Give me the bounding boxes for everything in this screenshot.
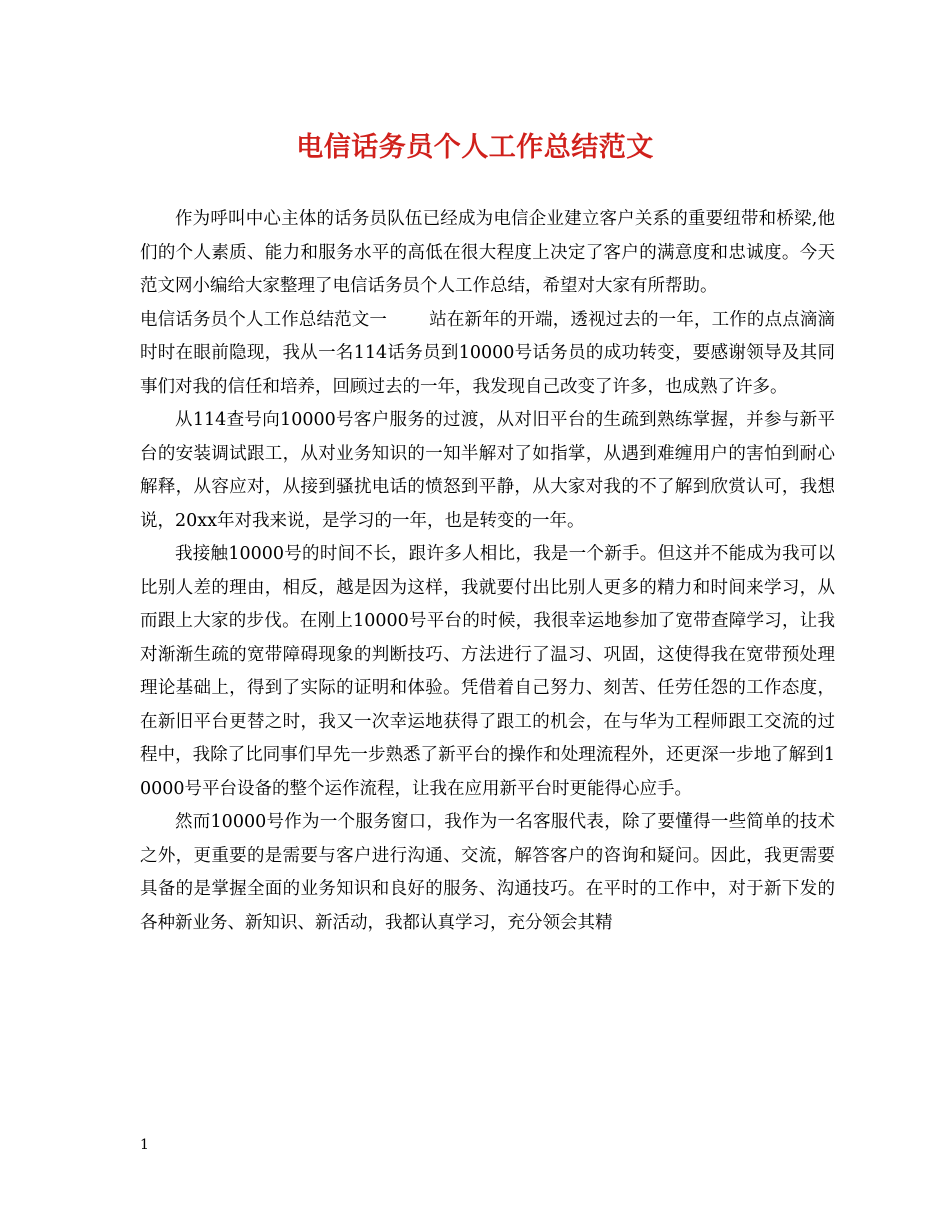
page-number: 1 xyxy=(140,1137,149,1153)
paragraph-service: 然而10000号作为一个服务窗口，我作为一名客服代表，除了要懂得一些简单的技术之外，更重要的是需要与客户进行沟通、交流，解答客户的咨询和疑问。因此，我更需要具备的是掌握全面的业务知识和良好的服务、沟通技巧。在平时的工作中，对于新下发的各种新业务、新知识、新活动，我都认真学习，充分领会其精 xyxy=(140,812,835,933)
paragraph-section-one xyxy=(140,304,835,405)
section-heading: 电信话务员个人工作总结范文一 xyxy=(140,309,388,330)
document-body xyxy=(140,203,835,940)
paragraph-intro: 作为呼叫中心主体的话务员队伍已经成为电信企业建立客户关系的重要纽带和桥梁,他们的个人素质、能力和服务水平的高低在很大程度上决定了客户的满意度和忠诚度。今天范文网小编给大家整理了电信话务员个人工作总结，希望对大家有所帮助。 xyxy=(140,209,835,296)
paragraph-transition: 从114查号向10000号客户服务的过渡，从对旧平台的生疏到熟练掌握，并参与新平台的安装调试跟工，从对业务知识的一知半解对了如指掌，从遇到难缠用户的害怕到耐心解释，从容应对，从接到骚扰电话的愤怒到平静，从大家对我的不了解到欣赏认可，我想说，20xx年对我来说，是学习的一年，也是转变的一年。 xyxy=(140,410,835,531)
section-one-text: 站在新年的开端，透视过去的一年，工作的点点滴滴时时在眼前隐现，我从一名114话务员到10000号话务员的成功转变，要感谢领导及其同事们对我的信任和培养，回顾过去的一年，我发现自己改变了许多，也成熟了许多。 xyxy=(140,309,836,397)
paragraph-learning: 我接触10000号的时间不长，跟许多人相比，我是一个新手。但这并不能成为我可以比别人差的理由，相反，越是因为这样，我就要付出比别人更多的精力和时间来学习，从而跟上大家的步伐。在刚上10000号平台的时候，我很幸运地参加了宽带查障学习，让我对渐渐生疏的宽带障碍现象的判断技巧、方法进行了温习、巩固，这使得我在宽带预处理理论基础上，得到了实际的证明和体验。凭借着自己努力、刻苦、任劳任怨的工作态度，在新旧平台更替之时，我又一次幸运地获得了跟工的机会，在与华为工程师跟工交流的过程中，我除了比同事们早先一步熟悉了新平台的操作和处理流程外，还更深一步地了解到10000号平台设备的整个运作流程，让我在应用新平台时更能得心应手。 xyxy=(140,544,835,799)
document-title: 电信话务员个人工作总结范文 xyxy=(296,132,654,163)
